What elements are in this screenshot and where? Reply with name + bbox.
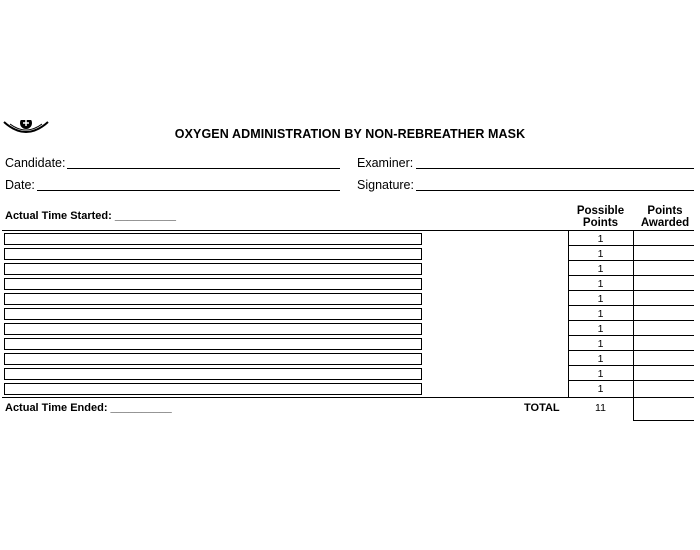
step-item: [4, 353, 422, 365]
possible-points-cell: 1: [597, 263, 604, 275]
total-value: 11: [595, 402, 606, 414]
total-box-bottom-rule: [633, 420, 694, 421]
date-label: Date:: [5, 178, 35, 192]
examiner-field[interactable]: [416, 168, 694, 169]
step-item: [4, 308, 422, 320]
step-item: [4, 383, 422, 395]
form-title: OXYGEN ADMINISTRATION BY NON-REBREATHER MASK: [174, 127, 526, 141]
possible-points-cell: 1: [597, 308, 604, 320]
examiner-label: Examiner:: [357, 156, 414, 170]
date-field[interactable]: [37, 190, 340, 191]
possible-points-cell: 1: [597, 323, 604, 335]
step-item: [4, 263, 422, 275]
possible-points-cell: 1: [597, 383, 604, 395]
step-item: [4, 293, 422, 305]
candidate-field[interactable]: [67, 168, 340, 169]
step-item: [4, 338, 422, 350]
signature-field[interactable]: [416, 190, 694, 191]
time-started-label: Actual Time Started: __________: [5, 210, 176, 222]
total-awarded-field[interactable]: [634, 398, 694, 419]
possible-points-cell: 1: [597, 353, 604, 365]
possible-points-cell: 1: [597, 368, 604, 380]
points-awarded-header: Points Awarded: [640, 205, 690, 229]
step-item: [4, 323, 422, 335]
possible-points-cell: 1: [597, 248, 604, 260]
time-ended-label: Actual Time Ended: __________: [5, 402, 172, 414]
table-bottom-rule: [2, 397, 694, 398]
table-top-rule: [2, 230, 694, 231]
possible-points-cell: 1: [597, 293, 604, 305]
possible-points-header: Possible Points: [576, 205, 625, 229]
possible-points-cell: 1: [597, 278, 604, 290]
step-item: [4, 368, 422, 380]
total-label: TOTAL: [524, 402, 560, 414]
step-item: [4, 233, 422, 245]
step-item: [4, 278, 422, 290]
points-awarded-column[interactable]: [634, 231, 694, 396]
possible-points-cell: 1: [597, 233, 604, 245]
signature-label: Signature:: [357, 178, 414, 192]
possible-points-cell: 1: [597, 338, 604, 350]
step-item: [4, 248, 422, 260]
candidate-label: Candidate:: [5, 156, 66, 170]
